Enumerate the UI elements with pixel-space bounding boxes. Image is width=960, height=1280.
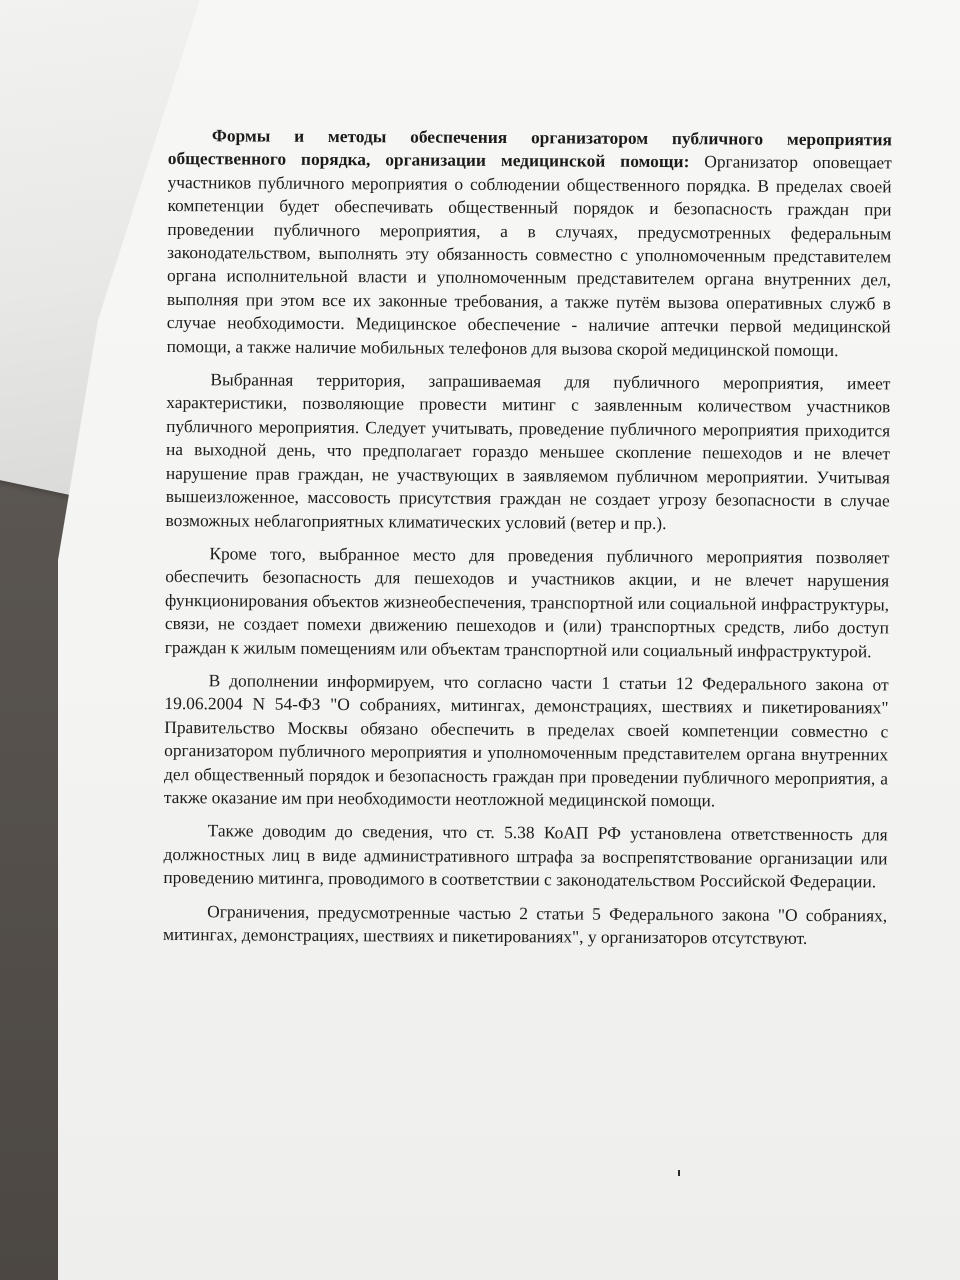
document-text <box>163 124 892 951</box>
paragraph-measures-heading: Формы и методы обеспечения организатором публичного мероприятия общественного порядка, организации медицинской помощи: <box>167 125 892 172</box>
paragraph-restrictions: Ограничения, предусмотренные частью 2 статьи 5 Федерального закона "О собраниях, митингах, демонстрациях, шествиях и пикетированиях", у организаторов отсутствуют. <box>162 900 888 948</box>
paragraph-measures <box>167 124 892 362</box>
paragraph-territory: Выбранная территория, запрашиваемая для публичного мероприятия, имеет характеристики, позволяющие провести митинг с заявленным количеством участников публичного мероприятия. Следует учитывать, проведение публичного мероприятия приходится на выходной день, что предполагает гораздо меньшее скопление пешеходов и не влечет нарушение прав граждан, не участвующих в заявляемом публичном мероприятии. Учитывая вышеизложенное, массовость присутствия граждан не создает угрозу безопасности в случае возможных неблагоприятных климатических условий (ветер и пр.). <box>165 369 891 533</box>
paragraph-federal-law: В дополнении информируем, что согласно части 1 статьи 12 Федерального закона от 19.06.2004 N 54-ФЗ "О собраниях, митингах, демонстрациях, шествиях и пикетированиях" Правительство Москвы обязано обеспечить в пределах своей компетенции совместно с организатором публичного мероприятия и уполномоченным представителем органа внутренних дел общественный порядок и безопасность граждан при проведении публичного мероприятия, а также оказание им при необходимости неотложной медицинской помощи. <box>163 670 889 811</box>
paragraph-koap: Также доводим до сведения, что ст. 5.38 КоАП РФ установлена ответственность для должностных лиц в виде административного штрафа за воспрепятствование организации или проведению митинга, проводимого в соответствии с законодательством Российской Федерации. <box>163 820 888 892</box>
ink-mark <box>678 1170 680 1176</box>
paragraph-location-safety: Кроме того, выбранное место для проведения публичного мероприятия позволяет обеспечить безопасность для пешеходов и участников акции, и не влечет нарушения функционирования объектов жизнеобеспечения, транспортной или социальной инфраструктуры, связи, не создает помехи движению пешеходов и (или) транспортных средств, либо доступ граждан к жилым помещениям или объектам транспортной или социальный инфраструктурой. <box>164 543 890 661</box>
paragraph-measures-body: Организатор оповещает участников публичного мероприятия о соблюдении общественного порядка. В пределах своей компетенции будет обеспечивать общественный порядок и безопасность граждан при проведении публичного мероприятия, а в случаях, предусмотренных федеральным законодательством, выполнять эту обязанность совместно с уполномоченным представителем органа исполнительной власти и уполномоченным представителем органа внутренних дел, выполняя при этом все их законные требования, а также путём вызова оперативных служб в случае необходимости. Медицинское обеспечение - наличие аптечки первой медицинской помощи, а также наличие мобильных телефонов для вызова скорой медицинской помощи. <box>166 151 892 360</box>
